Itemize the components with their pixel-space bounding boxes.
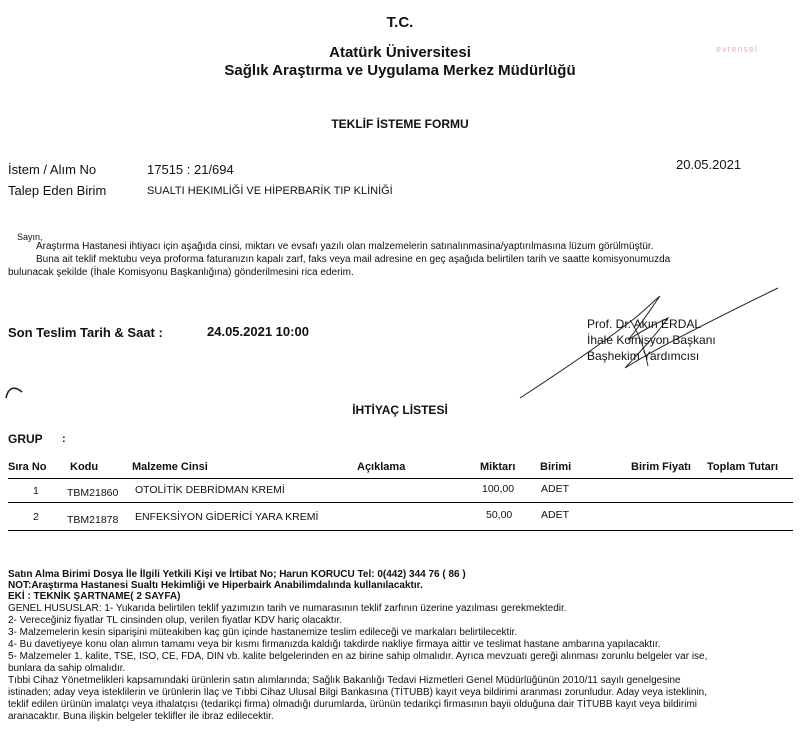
table-row-2-quantity: 50,00 xyxy=(486,509,513,521)
row-rule-2 xyxy=(8,530,793,531)
footer-line-2: 2- Vereceğiniz fiyatlar TL cinsinden olup, verilen fiyatlar KDV hariç olacaktır. xyxy=(8,615,343,626)
letter-line-1: Araştırma Hastanesi ihtiyacı için aşağıda cinsi, miktarı ve evsafı yazılı olan malzemelerin satınalınmasina/yaptırılmasına lüzum görülmüştür. xyxy=(36,241,654,252)
col-header-no: Sıra No xyxy=(8,461,47,473)
watermark: evrensel xyxy=(715,44,758,54)
col-header-description: Açıklama xyxy=(357,461,406,473)
header-tc: T.C. xyxy=(386,14,414,31)
group-separator: : xyxy=(62,433,66,445)
deadline-label: Son Teslim Tarih & Saat : xyxy=(8,325,163,340)
signatory-name: Prof. Dr. Akın ERDAL xyxy=(587,317,702,331)
table-row-2-unit: ADET xyxy=(541,509,570,521)
col-header-code: Kodu xyxy=(70,461,99,473)
form-title: TEKLİF İSTEME FORMU xyxy=(331,117,469,131)
header-rule xyxy=(8,478,793,479)
requesting-unit-label: Talep Eden Birim xyxy=(8,183,107,198)
footer-line-4: 4- Bu davetiyeye konu olan alımın tamamı veya bir kısmı firmanızda kaldığı takdirde nakliye firmaya aittir ve teslimat hastane ambarına yapılacaktır. xyxy=(8,639,661,650)
col-header-quantity: Miktarı xyxy=(480,461,516,473)
table-row-1-code: TBM21860 xyxy=(67,487,119,499)
table-row-1-material: OTOLİTİK DEBRİDMAN KREMİ xyxy=(135,484,285,496)
header-university: Atatürk Üniversitesi xyxy=(329,44,471,61)
footer-line-9: teklif edilen ürünün imalatçı veya ithalatçısı (tedarikçi firma) olmadığı durumlarda, ürünün tedarikçi firmasının bayii olduğuna dair TİTUBB kayıt veya bildirimi xyxy=(8,699,698,710)
letter-salutation: Sayın, xyxy=(17,232,43,242)
footer-line-5: 5- Malzemeler 1. kalite, TSE, ISO, CE, FDA, DIN vb. kalite belgelerinden en az birine sahip olmalıdır. Ayrıca mevzuatı gereği alınması zorunlu belgeler var ise, xyxy=(8,651,708,662)
table-row-1-unit: ADET xyxy=(541,483,570,495)
list-title: İHTİYAÇ LİSTESİ xyxy=(352,403,448,417)
col-header-material: Malzeme Cinsi xyxy=(132,461,208,473)
table-row-1-no: 1 xyxy=(33,485,39,497)
footer-line-7: Tıbbi Cihaz Yönetmelikleri kapsamındaki ürünlerin satın alımlarında; Sağlık Bakanlığı Tedavi Hizmetleri Genel Müdürlüğünün 2010/11 sayılı genelgesine xyxy=(8,675,681,686)
row-rule-1 xyxy=(8,502,793,503)
footer-line-8: istinaden; aday veya isteklilerin ve ürünlerin İlaç ve Tıbbi Cihaz Ulusal Bilgi Bankasına (TİTUBB) kayıt veya bildirimi aranması zorunludur. Aday veya isteklinin, xyxy=(8,687,708,698)
footer-note: NOT:Araştırma Hastanesi Sualtı Hekimliği ve Hiperbairk Anabilimdalında kullanılacaktır. xyxy=(8,580,423,591)
footer-line-3: 3- Malzemelerin kesin siparişini müteakiben kaç gün içinde hastanemize teslim edileceği ve markaları belirtilecektir. xyxy=(8,627,518,638)
letter-line-2: Buna ait teklif mektubu veya proforma faturanızın kapalı zarf, faks veya mail adresine en geç aşağıda belirtilen tarih ve saatte komisyonumuzda xyxy=(36,254,671,265)
request-no-value: 17515 : 21/694 xyxy=(147,162,234,177)
col-header-unit: Birimi xyxy=(540,461,572,473)
footer-line-6: bunlara da sahip olmalıdır. xyxy=(8,663,126,674)
table-row-2-code: TBM21878 xyxy=(67,514,119,526)
col-header-unit-price: Birim Fiyatı xyxy=(631,461,691,473)
header-directorate: Sağlık Araştırma ve Uygulama Merkez Müdürlüğü xyxy=(224,62,576,79)
footer-attachment: EKİ : TEKNİK ŞARTNAME( 2 SAYFA) xyxy=(8,591,181,602)
signatory-title-2: Başhekim Yardımcısı xyxy=(587,349,700,363)
footer-line-1: GENEL HUSUSLAR: 1- Yukarıda belirtilen teklif yazımızın tarih ve numarasının teklif zarfının üzerine yazılması gerekmektedir. xyxy=(8,603,567,614)
footer-line-10: aranacaktır. Buna ilişkin belgeler teklifler ile ibraz edilecektir. xyxy=(8,711,274,722)
group-label: GRUP xyxy=(8,432,43,446)
letter-line-3: bulunacak şekilde (İhale Komisyonu Başkanlığına) gönderilmesini rica ederim. xyxy=(8,267,354,278)
table-row-2-material: ENFEKSİYON GİDERİCİ YARA KREMİ xyxy=(135,511,319,523)
deadline-value: 24.05.2021 10:00 xyxy=(207,324,309,339)
requesting-unit-value: SUALTI HEKIMLİĞİ VE HİPERBARİK TIP KLİNİĞİ xyxy=(147,185,393,197)
table-row-1-quantity: 100,00 xyxy=(482,483,515,495)
corner-mark xyxy=(6,388,22,398)
request-no-label: İstem / Alım No xyxy=(8,162,97,177)
request-date: 20.05.2021 xyxy=(676,157,742,172)
table-row-2-no: 2 xyxy=(33,511,39,523)
footer-contact: Satın Alma Birimi Dosya İle İlgili Yetkili Kişi ve İrtibat No; Harun KORUCU Tel: 0(442) 344 76 ( 86 ) xyxy=(8,569,466,580)
col-header-total: Toplam Tutarı xyxy=(707,461,779,473)
signatory-title-1: İhale Komisyon Başkanı xyxy=(587,333,716,347)
